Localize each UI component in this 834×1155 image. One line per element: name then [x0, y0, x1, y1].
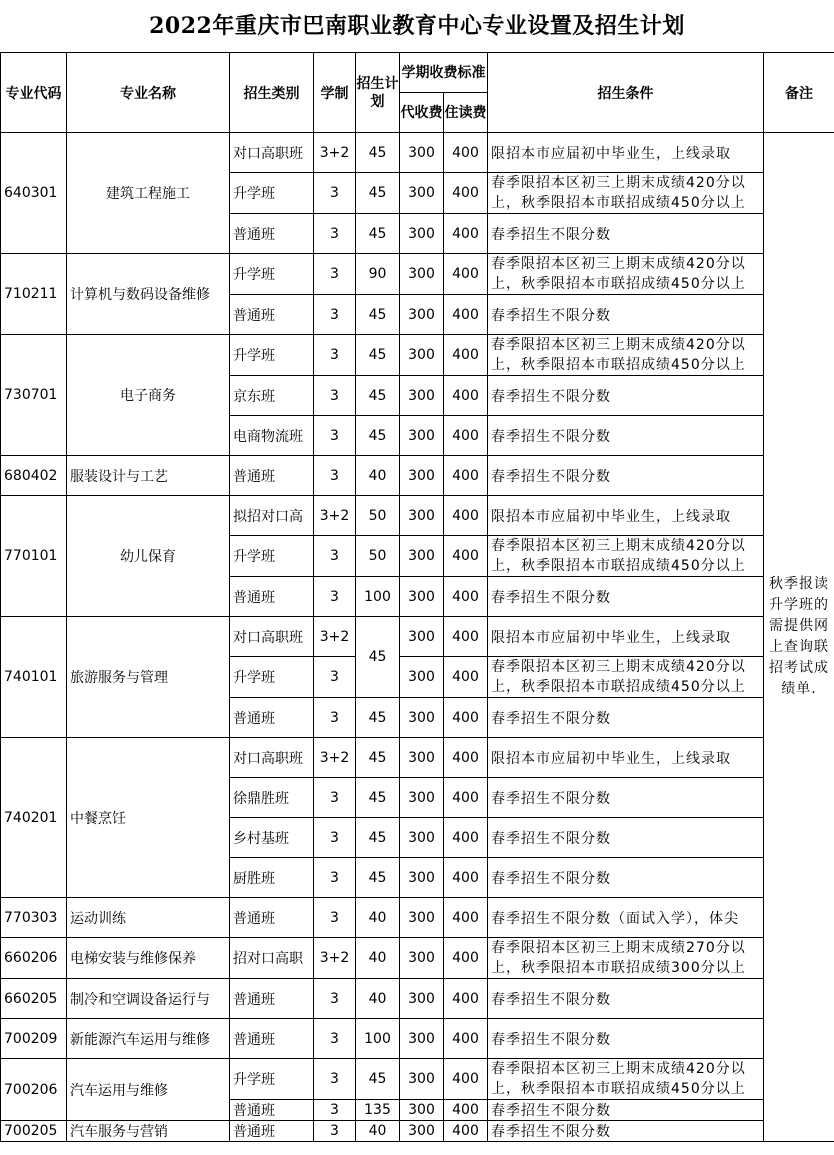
header-category: 招生类别 — [230, 53, 314, 133]
years-cell: 3 — [314, 254, 356, 295]
plan-cell: 50 — [356, 496, 400, 536]
category-cell: 对口高职班 — [230, 617, 314, 657]
fee-collect-cell: 300 — [400, 698, 444, 738]
major-code: 700206 — [1, 1059, 67, 1121]
fee-board-cell: 400 — [444, 698, 488, 738]
category-cell: 招对口高职 — [230, 938, 314, 979]
condition-cell: 春季招生不限分数 — [488, 376, 764, 416]
years-cell: 3+2 — [314, 617, 356, 657]
fee-collect-cell: 300 — [400, 254, 444, 295]
fee-collect-cell: 300 — [400, 617, 444, 657]
condition-cell: 春季招生不限分数（面试入学），体尖 — [488, 898, 764, 938]
major-code: 660205 — [1, 979, 67, 1019]
fee-board-cell: 400 — [444, 496, 488, 536]
years-cell: 3+2 — [314, 496, 356, 536]
years-cell: 3 — [314, 376, 356, 416]
plan-cell: 100 — [356, 577, 400, 617]
category-cell: 普通班 — [230, 1100, 314, 1121]
years-cell: 3 — [314, 416, 356, 456]
fee-collect-cell: 300 — [400, 214, 444, 254]
condition-cell: 限招本市应届初中毕业生，上线录取 — [488, 133, 764, 173]
plan-cell: 45 — [356, 133, 400, 173]
category-cell: 电商物流班 — [230, 416, 314, 456]
major-name: 计算机与数码设备维修 — [67, 254, 230, 335]
header-fee: 学期收费标准 — [400, 53, 488, 93]
fee-board-cell: 400 — [444, 536, 488, 577]
major-code: 740201 — [1, 738, 67, 898]
header-name: 专业名称 — [67, 53, 230, 133]
plan-cell: 50 — [356, 536, 400, 577]
years-cell: 3+2 — [314, 738, 356, 778]
major-name: 电子商务 — [67, 335, 230, 456]
condition-cell: 春季限招本区初三上期末成绩420分以上，秋季限招本市联招成绩450分以上 — [488, 254, 764, 295]
plan-cell: 135 — [356, 1100, 400, 1121]
category-cell: 升学班 — [230, 657, 314, 698]
major-code: 770101 — [1, 496, 67, 617]
condition-cell: 春季限招本区初三上期末成绩420分以上，秋季限招本市联招成绩450分以上 — [488, 1059, 764, 1100]
major-name: 新能源汽车运用与维修 — [67, 1019, 230, 1059]
condition-cell: 春季招生不限分数 — [488, 416, 764, 456]
plan-cell: 40 — [356, 456, 400, 496]
plan-cell: 45 — [356, 738, 400, 778]
years-cell: 3 — [314, 1121, 356, 1142]
category-cell: 徐鼎胜班 — [230, 778, 314, 818]
plan-cell: 45 — [356, 376, 400, 416]
years-cell: 3 — [314, 1100, 356, 1121]
category-cell: 厨胜班 — [230, 858, 314, 898]
plan-cell: 40 — [356, 898, 400, 938]
years-cell: 3 — [314, 214, 356, 254]
major-name: 中餐烹饪 — [67, 738, 230, 898]
major-name: 旅游服务与管理 — [67, 617, 230, 738]
years-cell: 3 — [314, 1019, 356, 1059]
major-code: 730701 — [1, 335, 67, 456]
condition-cell: 春季招生不限分数 — [488, 1019, 764, 1059]
years-cell: 3 — [314, 1059, 356, 1100]
header-code: 专业代码 — [1, 53, 67, 133]
major-name: 汽车运用与维修 — [67, 1059, 230, 1121]
fee-collect-cell: 300 — [400, 979, 444, 1019]
years-cell: 3+2 — [314, 938, 356, 979]
years-cell: 3 — [314, 698, 356, 738]
plan-cell: 45 — [356, 214, 400, 254]
fee-board-cell: 400 — [444, 617, 488, 657]
fee-board-cell: 400 — [444, 133, 488, 173]
fee-collect-cell: 300 — [400, 536, 444, 577]
fee-collect-cell: 300 — [400, 1121, 444, 1142]
fee-board-cell: 400 — [444, 1100, 488, 1121]
condition-cell: 春季招生不限分数 — [488, 295, 764, 335]
remark-cell: 秋季报读升学班的需提供网上查询联招考试成绩单. — [764, 133, 834, 1142]
years-cell: 3 — [314, 295, 356, 335]
major-name: 运动训练 — [67, 898, 230, 938]
fee-board-cell: 400 — [444, 416, 488, 456]
category-cell: 普通班 — [230, 1019, 314, 1059]
enrollment-table — [0, 52, 834, 1142]
fee-board-cell: 400 — [444, 254, 488, 295]
plan-cell: 45 — [356, 295, 400, 335]
major-name: 电梯安装与维修保养 — [67, 938, 230, 979]
category-cell: 拟招对口高 — [230, 496, 314, 536]
category-cell: 普通班 — [230, 898, 314, 938]
fee-board-cell: 400 — [444, 376, 488, 416]
plan-cell: 45 — [356, 335, 400, 376]
category-cell: 普通班 — [230, 979, 314, 1019]
fee-collect-cell: 300 — [400, 738, 444, 778]
condition-cell: 限招本市应届初中毕业生，上线录取 — [488, 496, 764, 536]
fee-collect-cell: 300 — [400, 295, 444, 335]
plan-cell: 45 — [356, 617, 400, 698]
condition-cell: 限招本市应届初中毕业生，上线录取 — [488, 617, 764, 657]
plan-cell: 45 — [356, 698, 400, 738]
fee-board-cell: 400 — [444, 938, 488, 979]
fee-collect-cell: 300 — [400, 1100, 444, 1121]
major-name: 建筑工程施工 — [67, 133, 230, 254]
plan-cell: 40 — [356, 979, 400, 1019]
condition-cell: 春季招生不限分数 — [488, 577, 764, 617]
category-cell: 京东班 — [230, 376, 314, 416]
major-code: 700205 — [1, 1121, 67, 1142]
fee-board-cell: 400 — [444, 979, 488, 1019]
major-name: 服装设计与工艺 — [67, 456, 230, 496]
major-code: 770303 — [1, 898, 67, 938]
category-cell: 升学班 — [230, 536, 314, 577]
header-fee-board: 住读费 — [444, 93, 488, 133]
fee-collect-cell: 300 — [400, 577, 444, 617]
plan-cell: 45 — [356, 416, 400, 456]
fee-board-cell: 400 — [444, 778, 488, 818]
fee-collect-cell: 300 — [400, 173, 444, 214]
condition-cell: 春季招生不限分数 — [488, 214, 764, 254]
fee-collect-cell: 300 — [400, 335, 444, 376]
page-title: 2022年重庆市巴南职业教育中心专业设置及招生计划 — [149, 13, 685, 39]
fee-collect-cell: 300 — [400, 416, 444, 456]
fee-board-cell: 400 — [444, 657, 488, 698]
plan-cell: 45 — [356, 818, 400, 858]
years-cell: 3 — [314, 898, 356, 938]
category-cell: 升学班 — [230, 254, 314, 295]
plan-cell: 40 — [356, 1121, 400, 1142]
category-cell: 升学班 — [230, 1059, 314, 1100]
header-years: 学制 — [314, 53, 356, 133]
fee-collect-cell: 300 — [400, 1059, 444, 1100]
major-code: 700209 — [1, 1019, 67, 1059]
fee-board-cell: 400 — [444, 1019, 488, 1059]
major-name: 汽车服务与营销 — [67, 1121, 230, 1142]
category-cell: 普通班 — [230, 1121, 314, 1142]
header-plan: 招生计划 — [356, 53, 400, 133]
category-cell: 升学班 — [230, 173, 314, 214]
major-code: 640301 — [1, 133, 67, 254]
fee-board-cell: 400 — [444, 818, 488, 858]
fee-collect-cell: 300 — [400, 858, 444, 898]
fee-board-cell: 400 — [444, 295, 488, 335]
condition-cell: 春季招生不限分数 — [488, 698, 764, 738]
fee-board-cell: 400 — [444, 214, 488, 254]
years-cell: 3+2 — [314, 133, 356, 173]
years-cell: 3 — [314, 858, 356, 898]
condition-cell: 春季招生不限分数 — [488, 456, 764, 496]
fee-collect-cell: 300 — [400, 496, 444, 536]
condition-cell: 春季招生不限分数 — [488, 778, 764, 818]
years-cell: 3 — [314, 456, 356, 496]
fee-board-cell: 400 — [444, 898, 488, 938]
condition-cell: 春季限招本区初三上期末成绩420分以上，秋季限招本市联招成绩450分以上 — [488, 173, 764, 214]
fee-collect-cell: 300 — [400, 456, 444, 496]
fee-board-cell: 400 — [444, 173, 488, 214]
plan-cell: 45 — [356, 173, 400, 214]
category-cell: 普通班 — [230, 577, 314, 617]
fee-collect-cell: 300 — [400, 898, 444, 938]
major-code: 710211 — [1, 254, 67, 335]
major-name: 制冷和空调设备运行与 — [67, 979, 230, 1019]
years-cell: 3 — [314, 577, 356, 617]
category-cell: 乡村基班 — [230, 818, 314, 858]
header-condition: 招生条件 — [488, 53, 764, 133]
fee-collect-cell: 300 — [400, 938, 444, 979]
major-name: 幼儿保育 — [67, 496, 230, 617]
header-remark: 备注 — [764, 53, 834, 133]
category-cell: 升学班 — [230, 335, 314, 376]
fee-board-cell: 400 — [444, 858, 488, 898]
fee-collect-cell: 300 — [400, 376, 444, 416]
condition-cell: 春季招生不限分数 — [488, 858, 764, 898]
plan-cell: 90 — [356, 254, 400, 295]
fee-collect-cell: 300 — [400, 657, 444, 698]
fee-board-cell: 400 — [444, 738, 488, 778]
major-code: 680402 — [1, 456, 67, 496]
plan-cell: 40 — [356, 938, 400, 979]
major-code: 660206 — [1, 938, 67, 979]
fee-board-cell: 400 — [444, 1059, 488, 1100]
condition-cell: 春季限招本区初三上期末成绩420分以上，秋季限招本市联招成绩450分以上 — [488, 335, 764, 376]
condition-cell: 春季限招本区初三上期末成绩420分以上，秋季限招本市联招成绩450分以上 — [488, 536, 764, 577]
major-code: 740101 — [1, 617, 67, 738]
condition-cell: 春季招生不限分数 — [488, 818, 764, 858]
condition-cell: 限招本市应届初中毕业生，上线录取 — [488, 738, 764, 778]
category-cell: 普通班 — [230, 698, 314, 738]
fee-collect-cell: 300 — [400, 778, 444, 818]
plan-cell: 100 — [356, 1019, 400, 1059]
condition-cell: 春季限招本区初三上期末成绩420分以上，秋季限招本市联招成绩450分以上 — [488, 657, 764, 698]
condition-cell: 春季招生不限分数 — [488, 1100, 764, 1121]
years-cell: 3 — [314, 657, 356, 698]
fee-collect-cell: 300 — [400, 133, 444, 173]
category-cell: 普通班 — [230, 456, 314, 496]
header-fee-collect: 代收费 — [400, 93, 444, 133]
years-cell: 3 — [314, 979, 356, 1019]
years-cell: 3 — [314, 818, 356, 858]
years-cell: 3 — [314, 173, 356, 214]
category-cell: 普通班 — [230, 295, 314, 335]
category-cell: 对口高职班 — [230, 133, 314, 173]
fee-board-cell: 400 — [444, 577, 488, 617]
fee-board-cell: 400 — [444, 335, 488, 376]
years-cell: 3 — [314, 536, 356, 577]
category-cell: 普通班 — [230, 214, 314, 254]
plan-cell: 45 — [356, 1059, 400, 1100]
condition-cell: 春季招生不限分数 — [488, 979, 764, 1019]
fee-board-cell: 400 — [444, 456, 488, 496]
fee-board-cell: 400 — [444, 1121, 488, 1142]
fee-collect-cell: 300 — [400, 818, 444, 858]
years-cell: 3 — [314, 335, 356, 376]
fee-collect-cell: 300 — [400, 1019, 444, 1059]
plan-cell: 45 — [356, 858, 400, 898]
condition-cell: 春季限招本区初三上期末成绩270分以上，秋季限招本市联招成绩300分以上 — [488, 938, 764, 979]
plan-cell: 45 — [356, 778, 400, 818]
years-cell: 3 — [314, 778, 356, 818]
condition-cell: 春季招生不限分数 — [488, 1121, 764, 1142]
category-cell: 对口高职班 — [230, 738, 314, 778]
